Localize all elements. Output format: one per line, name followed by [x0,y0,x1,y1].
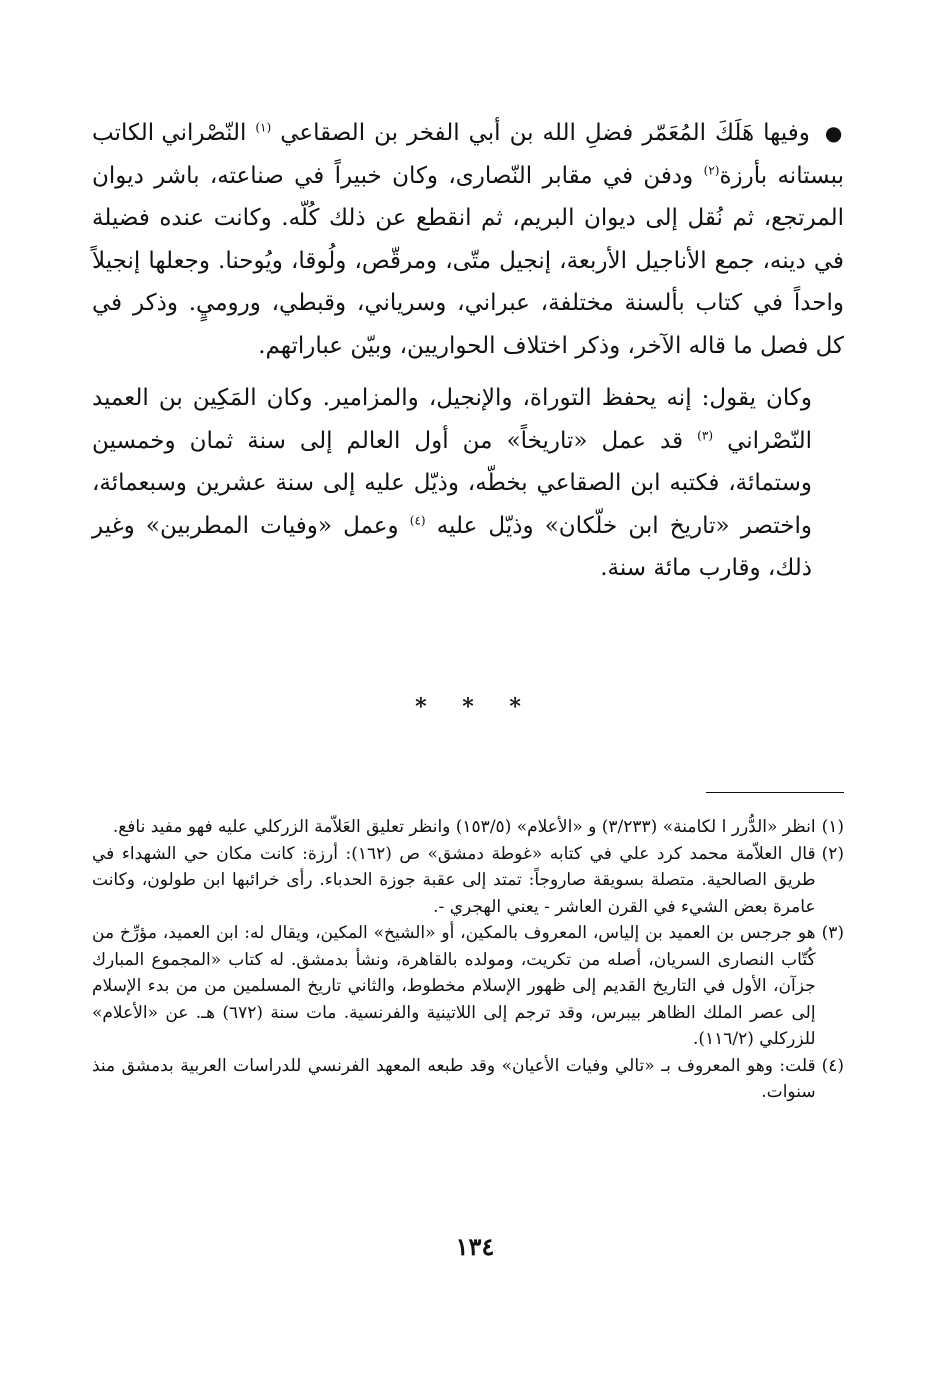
page-number: ١٣٤ [455,1232,495,1261]
footnotes [92,814,844,1106]
paragraph-2-part-2: قد عمل «تاريخاً» من أول العالم إلى سنة ثمان وخمسين وستمائة، فكتبه ابن الصقاعي بخطّه، وذيّل عليه إلى سنة عشرين وسبعمائة، واختصر «تاريخ ابن خلّكان» وذيّل عليه [92,427,813,539]
footnote-ref-3[interactable]: (٣) [697,427,713,442]
paragraph-2-part-1: وكان يقول: إنه يحفظ التوراة، والإنجيل، والمزامير. وكان المَكِين بن العميد النّصْراني [92,385,812,454]
footnote-3 [92,920,844,1053]
footnote-ref-1[interactable]: (١) [255,120,272,135]
footnote-number: (٣) [821,923,844,943]
footnote-text: انظر «الدُّرر ا لكامنة» (٣/٢٣٣) و «الأعلام» (١٥٣/٥) وانظر تعليق العَلاّمة الزركلي عليه فهو مفيد نافع. [112,817,816,837]
paragraph-1-part-2: النّصْراني الكاتب ببستانه بأرزة [92,120,845,189]
footnote-ref-2[interactable]: (٢) [703,162,720,177]
footnote-number: (٤) [821,1055,844,1076]
bullet-icon: ● [824,121,844,145]
footnote-text: قلت: وهو المعروف بـ «تالي وفيات الأعيان» وقد طبعه المعهد الفرنسي للدراسات العربية بدمشق منذ سنوات. [92,1055,816,1102]
footnote-text: قال العلاّمة محمد كرد علي في كتابه «غوطة دمشق» ص (١٦٢): أرزة: كانت مكان حي الشهداء في طريق الصالحية. متصلة بسويقة صاروجاً: تمتد إلى عقبة جوزة الحدباء. رأى خرائبها ابن طولون، وكانت عامرة بعض الشيء في القرن العاشر - يعني الهجري -. [92,843,816,917]
footnote-1 [92,814,844,841]
footnote-number: (١) [821,817,844,837]
main-text [92,112,844,590]
footnote-ref-4[interactable]: (٤) [409,512,426,527]
footnote-4 [92,1053,844,1106]
paragraph-1 [92,112,844,367]
footnote-number: (٢) [821,843,844,864]
footnote-text: هو جرجس بن العميد بن إلياس، المعروف بالمكين، أو «الشيخ» المكين، ويقال له: ابن العميد، مؤرِّخ من كُتّاب النصارى السريان، أصله من تكريت، ومولده بالقاهرة، ونشأ بدمشق. له كتاب «المجموع المبارك جزآن، الأول في التاريخ القديم إلى ظهور الإسلام مخطوط، والثاني تاريخ المسلمين من من بدء الإسلام إلى عصر الملك الظاهر بيبرس، وقد ترجم إلى اللاتينية والفرنسية. مات سنة (٦٧٢) هـ. عن «الأعلام» للزركلي (١١٦/٢). [92,923,816,1049]
paragraph-1-part-3: ودفن في مقابر النّصارى، وكان خبيراً في صناعته، باشر ديوان المرتجع، ثم نُقل إلى ديوان البريم، ثم انقطع عن ذلك كُلّه. وكانت عنده فضيلة في دينه، جمع الأناجيل الأربعة، إنجيل متّى، ومرقّص، ولُوقا، ويُوحنا. وجعلها إنجيلاً واحداً في كتاب بألسنة مختلفة، عبراني، وسرياني، وقبطي، وروميٍ. وذكر في كل فصل ما قاله الآخر، وذكر اختلاف الحواريين، وبيّن عباراتهم. [92,162,844,359]
paragraph-2 [92,377,844,590]
section-separator: * * * [415,694,535,720]
paragraph-2-part-3: وعمل «وفيات المطربين» وغير ذلك، وقارب مائة سنة. [92,512,812,581]
paragraph-1-part-1: وفيها هَلَكَ المُعَمّر فضلِ الله بن أبي الفخر بن الصقاعي [280,120,810,146]
footnote-2 [92,841,844,921]
footnote-divider [706,792,844,793]
